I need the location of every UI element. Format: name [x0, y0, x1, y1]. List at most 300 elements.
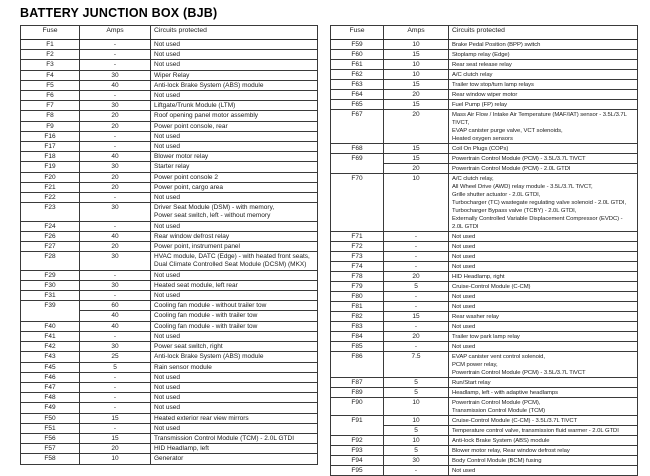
table-row [21, 70, 318, 80]
table-row [21, 270, 318, 280]
circuits-cell: Not used [151, 331, 318, 341]
amps-cell: - [384, 342, 449, 352]
amps-cell: 15 [384, 50, 449, 60]
amps-cell: 25 [80, 352, 151, 362]
circuits-cell: Cruise-Control Module (C-CM) [449, 282, 638, 292]
page-title: BATTERY JUNCTION BOX (BJB) [20, 6, 218, 20]
circuits-cell: Blower motor relay, Rear window defrost relay [449, 446, 638, 456]
table-row [331, 144, 638, 154]
column-header-circuits: Circuits protected [449, 26, 638, 40]
table-row [331, 312, 638, 322]
amps-cell: 40 [80, 321, 151, 331]
table-row [331, 342, 638, 352]
table-row [21, 142, 318, 152]
circuits-cell: Power point, instrument panel [151, 242, 318, 252]
circuits-cell: Not used [449, 466, 638, 476]
circuits-cell: Not used [151, 50, 318, 60]
table-row [331, 292, 638, 302]
fuse-cell: F39 [21, 301, 80, 321]
amps-cell: 10 [384, 174, 449, 232]
amps-cell: 5 [384, 426, 449, 436]
circuits-cell: Not used [449, 252, 638, 262]
fuse-cell: F8 [21, 111, 80, 121]
table-row [21, 352, 318, 362]
fuse-cell: F81 [331, 302, 384, 312]
table-row [21, 321, 318, 331]
fuse-cell: F23 [21, 203, 80, 221]
amps-cell: - [384, 232, 449, 242]
fuse-cell: F85 [331, 342, 384, 352]
table-row [331, 262, 638, 272]
circuits-cell: Run/Start relay [449, 378, 638, 388]
amps-cell: 5 [384, 282, 449, 292]
fuse-cell: F50 [21, 413, 80, 423]
fuse-cell: F87 [331, 378, 384, 388]
circuits-cell: Coil On Plugs (COPs) [449, 144, 638, 154]
circuits-cell: Not used [151, 142, 318, 152]
amps-cell: 60 [80, 301, 151, 311]
amps-cell: - [384, 252, 449, 262]
table-row [21, 50, 318, 60]
table-row [331, 252, 638, 262]
amps-cell: - [80, 382, 151, 392]
amps-cell: 20 [384, 110, 449, 144]
circuits-cell: Body Control Module (BCM) fusing [449, 456, 638, 466]
amps-cell: - [80, 60, 151, 70]
fuse-cell: F72 [331, 242, 384, 252]
circuits-cell: Headlamp, left - with adaptive headlamps [449, 388, 638, 398]
table-row [331, 110, 638, 144]
table-row [21, 60, 318, 70]
circuits-cell: Not used [151, 40, 318, 50]
circuits-cell: Not used [151, 193, 318, 203]
circuits-cell: Power point console 2 [151, 172, 318, 182]
circuits-cell: HID Headlamp, right [449, 272, 638, 282]
fuse-cell: F51 [21, 423, 80, 433]
fuse-cell: F18 [21, 152, 80, 162]
circuits-cell: HID Headlamp, left [151, 444, 318, 454]
circuits-cell: Not used [151, 131, 318, 141]
circuits-cell: Blower motor relay [151, 152, 318, 162]
circuits-cell: Power point, cargo area [151, 182, 318, 192]
fuse-cell: F43 [21, 352, 80, 362]
fuse-cell: F40 [21, 321, 80, 331]
circuits-cell: Roof opening panel motor assembly [151, 111, 318, 121]
fuse-cell: F6 [21, 91, 80, 101]
circuits-cell: Not used [151, 382, 318, 392]
circuits-cell: Cooling fan module - with trailer tow [151, 311, 318, 321]
table-row [21, 331, 318, 341]
amps-cell: 15 [384, 80, 449, 90]
fuse-cell: F22 [21, 193, 80, 203]
fuse-cell: F95 [331, 466, 384, 476]
amps-cell: 30 [80, 280, 151, 290]
fuse-cell: F49 [21, 403, 80, 413]
circuits-cell: Rear washer relay [449, 312, 638, 322]
fuse-cell: F30 [21, 280, 80, 290]
amps-cell: 5 [384, 378, 449, 388]
circuits-cell: Starter relay [151, 162, 318, 172]
fuse-cell: F20 [21, 172, 80, 182]
fuse-cell: F93 [331, 446, 384, 456]
amps-cell: - [384, 242, 449, 252]
table-row [331, 388, 638, 398]
amps-cell: 20 [80, 172, 151, 182]
circuits-cell: A/C clutch relay, All Wheel Drive (AWD) relay module - 3.5L/3.7L TiVCT, Grille shutter actuator - 2.0L GTDI, Turbocharger (TC) wastegate regulating valve solenoid - 2.0L GTDI, Turbocharger Bypass valve (TCBY) - 2.0L GTDI, Externally Controlled Variable Displacement Compressor (EVDC) - 2.0L GTDI [449, 174, 638, 232]
amps-cell: - [80, 331, 151, 341]
amps-cell: 20 [384, 164, 449, 174]
table-row [21, 342, 318, 352]
circuits-cell: A/C clutch relay [449, 70, 638, 80]
table-row [331, 272, 638, 282]
fuse-cell: F80 [331, 292, 384, 302]
circuits-cell: Not used [151, 423, 318, 433]
amps-cell: 20 [384, 272, 449, 282]
table-row [331, 70, 638, 80]
table-row [21, 152, 318, 162]
amps-cell: - [384, 292, 449, 302]
amps-cell: 20 [80, 111, 151, 121]
table-row [331, 302, 638, 312]
table-row [331, 80, 638, 90]
table-body [331, 40, 638, 476]
fuse-cell: F17 [21, 142, 80, 152]
fuse-cell: F65 [331, 100, 384, 110]
table-header [331, 26, 638, 40]
circuits-cell: Rear window defrost relay [151, 231, 318, 241]
fuse-cell: F16 [21, 131, 80, 141]
fuse-cell: F60 [331, 50, 384, 60]
circuits-cell: Power seat switch, right [151, 342, 318, 352]
amps-cell: 40 [80, 231, 151, 241]
fuse-cell: F7 [21, 101, 80, 111]
circuits-cell: Trailer tow stop/turn lamp relays [449, 80, 638, 90]
table-row [21, 162, 318, 172]
circuits-cell: Not used [449, 262, 638, 272]
circuits-cell: Not used [151, 91, 318, 101]
fuse-cell: F28 [21, 252, 80, 270]
fuse-cell: F24 [21, 221, 80, 231]
table-row [21, 403, 318, 413]
fuse-cell: F56 [21, 433, 80, 443]
column-header-amps: Amps [80, 26, 151, 40]
circuits-cell: Rain sensor module [151, 362, 318, 372]
table-row [331, 242, 638, 252]
table-row [21, 203, 318, 221]
fuse-cell: F67 [331, 110, 384, 144]
table-row [21, 280, 318, 290]
table-row [21, 242, 318, 252]
table-row [331, 446, 638, 456]
table-row [331, 174, 638, 232]
fuse-cell: F89 [331, 388, 384, 398]
column-header-fuse: Fuse [21, 26, 80, 40]
table-row [21, 111, 318, 121]
amps-cell: - [80, 403, 151, 413]
amps-cell: 7.5 [384, 352, 449, 378]
circuits-cell: Rear seat release relay [449, 60, 638, 70]
column-header-amps: Amps [384, 26, 449, 40]
amps-cell: 10 [384, 416, 449, 426]
table-row [331, 332, 638, 342]
amps-cell: 30 [80, 203, 151, 221]
amps-cell: - [384, 322, 449, 332]
fuse-cell: F31 [21, 291, 80, 301]
amps-cell: 10 [80, 454, 151, 464]
fuse-table-f59-f95 [330, 25, 638, 476]
table-row [21, 221, 318, 231]
amps-cell: 15 [80, 433, 151, 443]
table-row [331, 282, 638, 292]
amps-cell: 15 [80, 413, 151, 423]
table-row [21, 444, 318, 454]
circuits-cell: Trailer tow park lamp relay [449, 332, 638, 342]
circuits-cell: Cooling fan module - without trailer tow [151, 301, 318, 311]
fuse-cell: F45 [21, 362, 80, 372]
fuse-cell: F84 [331, 332, 384, 342]
fuse-cell: F68 [331, 144, 384, 154]
amps-cell: - [80, 270, 151, 280]
fuse-cell: F21 [21, 182, 80, 192]
circuits-cell: Not used [151, 221, 318, 231]
circuits-cell: Mass Air Flow / Intake Air Temperature (MAF/IAT) sensor - 3.5L/3.7L TiVCT, EVAP canister purge valve, VCT solenoids, Heated oxygen sensors [449, 110, 638, 144]
circuits-cell: Not used [151, 403, 318, 413]
table-row [21, 291, 318, 301]
fuse-cell: F2 [21, 50, 80, 60]
circuits-cell: Not used [151, 60, 318, 70]
amps-cell: 15 [384, 144, 449, 154]
table-row [331, 456, 638, 466]
amps-cell: 40 [80, 80, 151, 90]
amps-cell: - [80, 393, 151, 403]
table-row [21, 393, 318, 403]
amps-cell: - [80, 131, 151, 141]
fuse-tables [20, 25, 640, 476]
table-row [21, 372, 318, 382]
circuits-cell: Not used [151, 372, 318, 382]
amps-cell: 30 [80, 162, 151, 172]
circuits-cell: Wiper Relay [151, 70, 318, 80]
table-row [21, 80, 318, 90]
fuse-cell: F86 [331, 352, 384, 378]
amps-cell: 10 [384, 398, 449, 416]
circuits-cell: Generator [151, 454, 318, 464]
circuits-cell: Powertrain Control Module (PCM) - 3.5L/3.7L TiVCT [449, 154, 638, 164]
table-header [21, 26, 318, 40]
circuits-cell: Not used [151, 270, 318, 280]
table-row [21, 193, 318, 203]
table-row [21, 101, 318, 111]
amps-cell: - [80, 423, 151, 433]
fuse-cell: F57 [21, 444, 80, 454]
table-row [21, 40, 318, 50]
amps-cell: 20 [80, 242, 151, 252]
table-row [331, 154, 638, 164]
table-row [21, 433, 318, 443]
fuse-cell: F29 [21, 270, 80, 280]
amps-cell: - [80, 50, 151, 60]
circuits-cell: Not used [449, 292, 638, 302]
circuits-cell: Anti-lock Brake System (ABS) module [151, 80, 318, 90]
amps-cell: - [384, 466, 449, 476]
table-row [331, 90, 638, 100]
table-row [331, 352, 638, 378]
circuits-cell: Not used [449, 242, 638, 252]
circuits-cell: Driver Seat Module (DSM) - with memory, Power seat switch, left - without memory [151, 203, 318, 221]
amps-cell: - [384, 302, 449, 312]
circuits-cell: Powertrain Control Module (PCM), Transmission Control Module (TCM) [449, 398, 638, 416]
amps-cell: 20 [80, 182, 151, 192]
fuse-cell: F71 [331, 232, 384, 242]
table-row [331, 322, 638, 332]
circuits-cell: Not used [449, 302, 638, 312]
fuse-cell: F70 [331, 174, 384, 232]
table-row [21, 423, 318, 433]
circuits-cell: Not used [449, 342, 638, 352]
table-row [331, 100, 638, 110]
fuse-cell: F78 [331, 272, 384, 282]
circuits-cell: Heated seat module, left rear [151, 280, 318, 290]
table-row [331, 40, 638, 50]
fuse-cell: F91 [331, 416, 384, 436]
fuse-cell: F90 [331, 398, 384, 416]
fuse-cell: F82 [331, 312, 384, 322]
fuse-cell: F9 [21, 121, 80, 131]
column-header-circuits: Circuits protected [151, 26, 318, 40]
amps-cell: 20 [80, 444, 151, 454]
circuits-cell: Temperature control valve, transmission fluid warmer - 2.0L GTDI [449, 426, 638, 436]
table-row [21, 252, 318, 270]
amps-cell: 10 [384, 60, 449, 70]
table-row [21, 131, 318, 141]
circuits-cell: Not used [449, 322, 638, 332]
circuits-cell: Anti-lock Brake System (ABS) module [449, 436, 638, 446]
amps-cell: - [80, 142, 151, 152]
circuits-cell: Cruise-Control Module (C-CM) - 3.5L/3.7L TiVCT [449, 416, 638, 426]
amps-cell: 15 [384, 100, 449, 110]
column-header-fuse: Fuse [331, 26, 384, 40]
table-row [21, 382, 318, 392]
amps-cell: - [80, 372, 151, 382]
table-row [21, 362, 318, 372]
amps-cell: - [80, 91, 151, 101]
fuse-cell: F41 [21, 331, 80, 341]
fuse-cell: F19 [21, 162, 80, 172]
fuse-cell: F4 [21, 70, 80, 80]
header-row [331, 26, 638, 40]
table-row [331, 436, 638, 446]
table-row [21, 91, 318, 101]
amps-cell: 20 [384, 332, 449, 342]
amps-cell: - [80, 221, 151, 231]
fuse-cell: F46 [21, 372, 80, 382]
table-row [21, 182, 318, 192]
table-body [21, 40, 318, 465]
table-row [331, 60, 638, 70]
fuse-cell: F83 [331, 322, 384, 332]
circuits-cell: Liftgate/Trunk Module (LTM) [151, 101, 318, 111]
table-row [331, 398, 638, 416]
fuse-cell: F48 [21, 393, 80, 403]
table-row [21, 413, 318, 423]
fuse-cell: F26 [21, 231, 80, 241]
circuits-cell: Heated exterior rear view mirrors [151, 413, 318, 423]
amps-cell: 40 [80, 311, 151, 321]
circuits-cell: Brake Pedal Position (BPP) switch [449, 40, 638, 50]
circuits-cell: Anti-lock Brake System (ABS) module [151, 352, 318, 362]
table-row [21, 172, 318, 182]
amps-cell: 5 [80, 362, 151, 372]
fuse-table-f1-f58 [20, 25, 318, 465]
amps-cell: - [80, 291, 151, 301]
amps-cell: 20 [384, 90, 449, 100]
fuse-cell: F62 [331, 70, 384, 80]
fuse-cell: F59 [331, 40, 384, 50]
amps-cell: 30 [80, 101, 151, 111]
amps-cell: 20 [80, 121, 151, 131]
table-row [21, 231, 318, 241]
table-row [21, 121, 318, 131]
fuse-cell: F5 [21, 80, 80, 90]
fuse-cell: F73 [331, 252, 384, 262]
table-row [331, 50, 638, 60]
amps-cell: 10 [384, 40, 449, 50]
fuse-cell: F27 [21, 242, 80, 252]
circuits-cell: Fuel Pump (FP) relay [449, 100, 638, 110]
table-row [331, 232, 638, 242]
amps-cell: - [384, 262, 449, 272]
fuse-cell: F58 [21, 454, 80, 464]
circuits-cell: Power point console, rear [151, 121, 318, 131]
fuse-cell: F79 [331, 282, 384, 292]
amps-cell: - [80, 193, 151, 203]
table-row [21, 301, 318, 311]
circuits-cell: EVAP canister vent control solenoid, PCM power relay, Powertrain Control Module (PCM) - 3.5L/3.7L TiVCT [449, 352, 638, 378]
fuse-cell: F63 [331, 80, 384, 90]
fuse-cell: F74 [331, 262, 384, 272]
fuse-cell: F64 [331, 90, 384, 100]
fuse-cell: F42 [21, 342, 80, 352]
table-row [331, 466, 638, 476]
circuits-cell: Not used [449, 232, 638, 242]
amps-cell: 5 [384, 446, 449, 456]
table-row [331, 416, 638, 426]
fuse-cell: F92 [331, 436, 384, 446]
amps-cell: 10 [384, 436, 449, 446]
fuse-cell: F61 [331, 60, 384, 70]
fuse-cell: F69 [331, 154, 384, 174]
circuits-cell: Not used [151, 291, 318, 301]
header-row [21, 26, 318, 40]
amps-cell: 40 [80, 152, 151, 162]
circuits-cell: Rear window wiper motor [449, 90, 638, 100]
amps-cell: 30 [80, 252, 151, 270]
fuse-cell: F47 [21, 382, 80, 392]
circuits-cell: Stoplamp relay (Edge) [449, 50, 638, 60]
amps-cell: 30 [80, 70, 151, 80]
circuits-cell: Transmission Control Module (TCM) - 2.0L GTDI [151, 433, 318, 443]
circuits-cell: Powertrain Control Module (PCM) - 2.0L GTDI [449, 164, 638, 174]
amps-cell: 30 [384, 456, 449, 466]
amps-cell: 5 [384, 388, 449, 398]
fuse-cell: F94 [331, 456, 384, 466]
table-row [331, 378, 638, 388]
amps-cell: 15 [384, 154, 449, 164]
fuse-cell: F1 [21, 40, 80, 50]
amps-cell: 15 [384, 312, 449, 322]
circuits-cell: Cooling fan module - with trailer tow [151, 321, 318, 331]
fuse-cell: F3 [21, 60, 80, 70]
